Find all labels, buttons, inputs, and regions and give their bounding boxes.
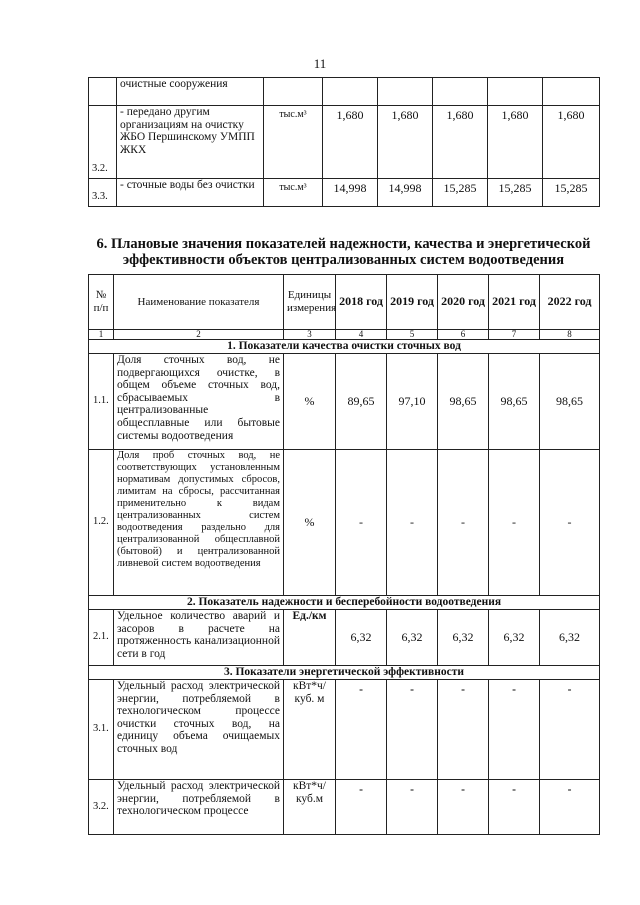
- value-cell: -: [387, 450, 438, 596]
- value-cell: -: [489, 680, 540, 780]
- value-cell: 1,680: [543, 106, 600, 179]
- value-cell: 6,32: [336, 610, 387, 666]
- header-year: [387, 275, 438, 330]
- row-unit: тыс.м³: [264, 179, 323, 207]
- value-cell: 1,680: [488, 106, 543, 179]
- header-year: [438, 275, 489, 330]
- header-row: [89, 275, 600, 330]
- column-number: 5: [387, 330, 438, 340]
- value-cell: -: [540, 450, 600, 596]
- year-label: 2021 год: [492, 294, 536, 309]
- value-cell: -: [438, 780, 489, 835]
- value-cell: [323, 78, 378, 106]
- row-unit: кВт*ч/ куб.м: [284, 780, 336, 835]
- row-number: 3.2.: [89, 780, 114, 835]
- value-cell: -: [540, 680, 600, 780]
- row-unit: кВт*ч/ куб. м: [284, 680, 336, 780]
- section-title: 2. Показатель надежности и бесперебойности водоотведения: [89, 596, 600, 610]
- value-cell: 15,285: [543, 179, 600, 207]
- value-cell: 1,680: [433, 106, 488, 179]
- value-cell: -: [387, 680, 438, 780]
- row-number: 3.2.: [89, 106, 117, 179]
- header-year: [336, 275, 387, 330]
- row-name: очистные сооружения: [117, 78, 264, 106]
- year-label: 2020 год: [441, 294, 485, 309]
- value-cell: 1,680: [378, 106, 433, 179]
- section-heading: 6. Плановые значения показателей надежности, качества и энергетической эффективности объектов централизованных систем водоотведения: [96, 236, 591, 268]
- table-row: [89, 780, 600, 835]
- column-number: 7: [489, 330, 540, 340]
- value-cell: -: [489, 780, 540, 835]
- header-name: Наименование показателя: [114, 275, 284, 330]
- continued-table: [88, 77, 600, 207]
- value-cell: 6,32: [438, 610, 489, 666]
- value-cell: [543, 78, 600, 106]
- column-number: 3: [284, 330, 336, 340]
- header-num: № п/п: [89, 275, 114, 330]
- year-label: 2019 год: [390, 294, 434, 309]
- column-number: 6: [438, 330, 489, 340]
- row-number: [89, 78, 117, 106]
- indicators-table: [88, 274, 600, 835]
- value-cell: [488, 78, 543, 106]
- page-number: 11: [313, 56, 327, 71]
- value-cell: -: [336, 450, 387, 596]
- value-cell: 98,65: [438, 354, 489, 450]
- table-row: [89, 78, 600, 106]
- row-name: Удельное количество аварий и засоров в расчете на протяженность канализационной сети в год: [114, 610, 284, 666]
- column-number-row: [89, 330, 600, 340]
- value-cell: -: [336, 780, 387, 835]
- column-number: 4: [336, 330, 387, 340]
- header-year: [540, 275, 600, 330]
- value-cell: -: [438, 680, 489, 780]
- year-label: 2018 год: [339, 294, 383, 309]
- value-cell: 89,65: [336, 354, 387, 450]
- value-cell: 98,65: [540, 354, 600, 450]
- value-cell: -: [489, 450, 540, 596]
- row-unit: %: [284, 450, 336, 596]
- value-cell: 14,998: [378, 179, 433, 207]
- value-cell: 6,32: [540, 610, 600, 666]
- section-row: [89, 666, 600, 680]
- value-cell: [433, 78, 488, 106]
- row-unit: [264, 78, 323, 106]
- value-cell: 98,65: [489, 354, 540, 450]
- row-unit: тыс.м³: [264, 106, 323, 179]
- row-number: 3.1.: [89, 680, 114, 780]
- value-cell: -: [387, 780, 438, 835]
- value-cell: 15,285: [488, 179, 543, 207]
- row-unit: %: [284, 354, 336, 450]
- value-cell: [378, 78, 433, 106]
- table-row: [89, 179, 600, 207]
- row-name: - передано другим организациям на очистку ЖБО Першинскому УМПП ЖКХ: [117, 106, 264, 179]
- value-cell: 97,10: [387, 354, 438, 450]
- table-row: [89, 450, 600, 596]
- value-cell: 15,285: [433, 179, 488, 207]
- value-cell: 14,998: [323, 179, 378, 207]
- table-row: [89, 354, 600, 450]
- header-year: [489, 275, 540, 330]
- row-number: 1.1.: [89, 354, 114, 450]
- section-title: 3. Показатели энергетической эффективности: [89, 666, 600, 680]
- column-number: 8: [540, 330, 600, 340]
- table-row: [89, 106, 600, 179]
- section-title: 1. Показатели качества очистки сточных вод: [89, 340, 600, 354]
- year-label: 2022 год: [547, 294, 592, 309]
- row-name: Удельный расход электрической энергии, потребляемой в технологическом процессе: [114, 780, 284, 835]
- value-cell: 6,32: [387, 610, 438, 666]
- header-unit: Единицы измерения: [284, 275, 336, 330]
- value-cell: -: [336, 680, 387, 780]
- row-unit: Ед./км: [284, 610, 336, 666]
- row-name: - сточные воды без очистки: [117, 179, 264, 207]
- section-row: [89, 596, 600, 610]
- row-name: Доля сточных вод, не подвергающихся очистке, в общем объеме сточных вод, сбрасываемых в централизованные общесплавные или бытовые системы водоотведения: [114, 354, 284, 450]
- value-cell: -: [540, 780, 600, 835]
- row-number: 3.3.: [89, 179, 117, 207]
- column-number: 2: [114, 330, 284, 340]
- row-number: 1.2.: [89, 450, 114, 596]
- row-number: 2.1.: [89, 610, 114, 666]
- row-name: Доля проб сточных вод, не соответствующих установленным нормативам допустимых сбросов, лимитам на сбросы, рассчитанная применительно к видам централизованных систем водоотведения раздельно для централизованной общесплавной (бытовой) и централизованной ливневой систем водоотведения: [114, 450, 284, 596]
- value-cell: 1,680: [323, 106, 378, 179]
- row-name: Удельный расход электрической энергии, потребляемой в технологическом процессе очистки сточных вод, на единицу объема очищаемых сточных вод: [114, 680, 284, 780]
- table-row: [89, 680, 600, 780]
- section-row: [89, 340, 600, 354]
- table-row: [89, 610, 600, 666]
- value-cell: 6,32: [489, 610, 540, 666]
- value-cell: -: [438, 450, 489, 596]
- column-number: 1: [89, 330, 114, 340]
